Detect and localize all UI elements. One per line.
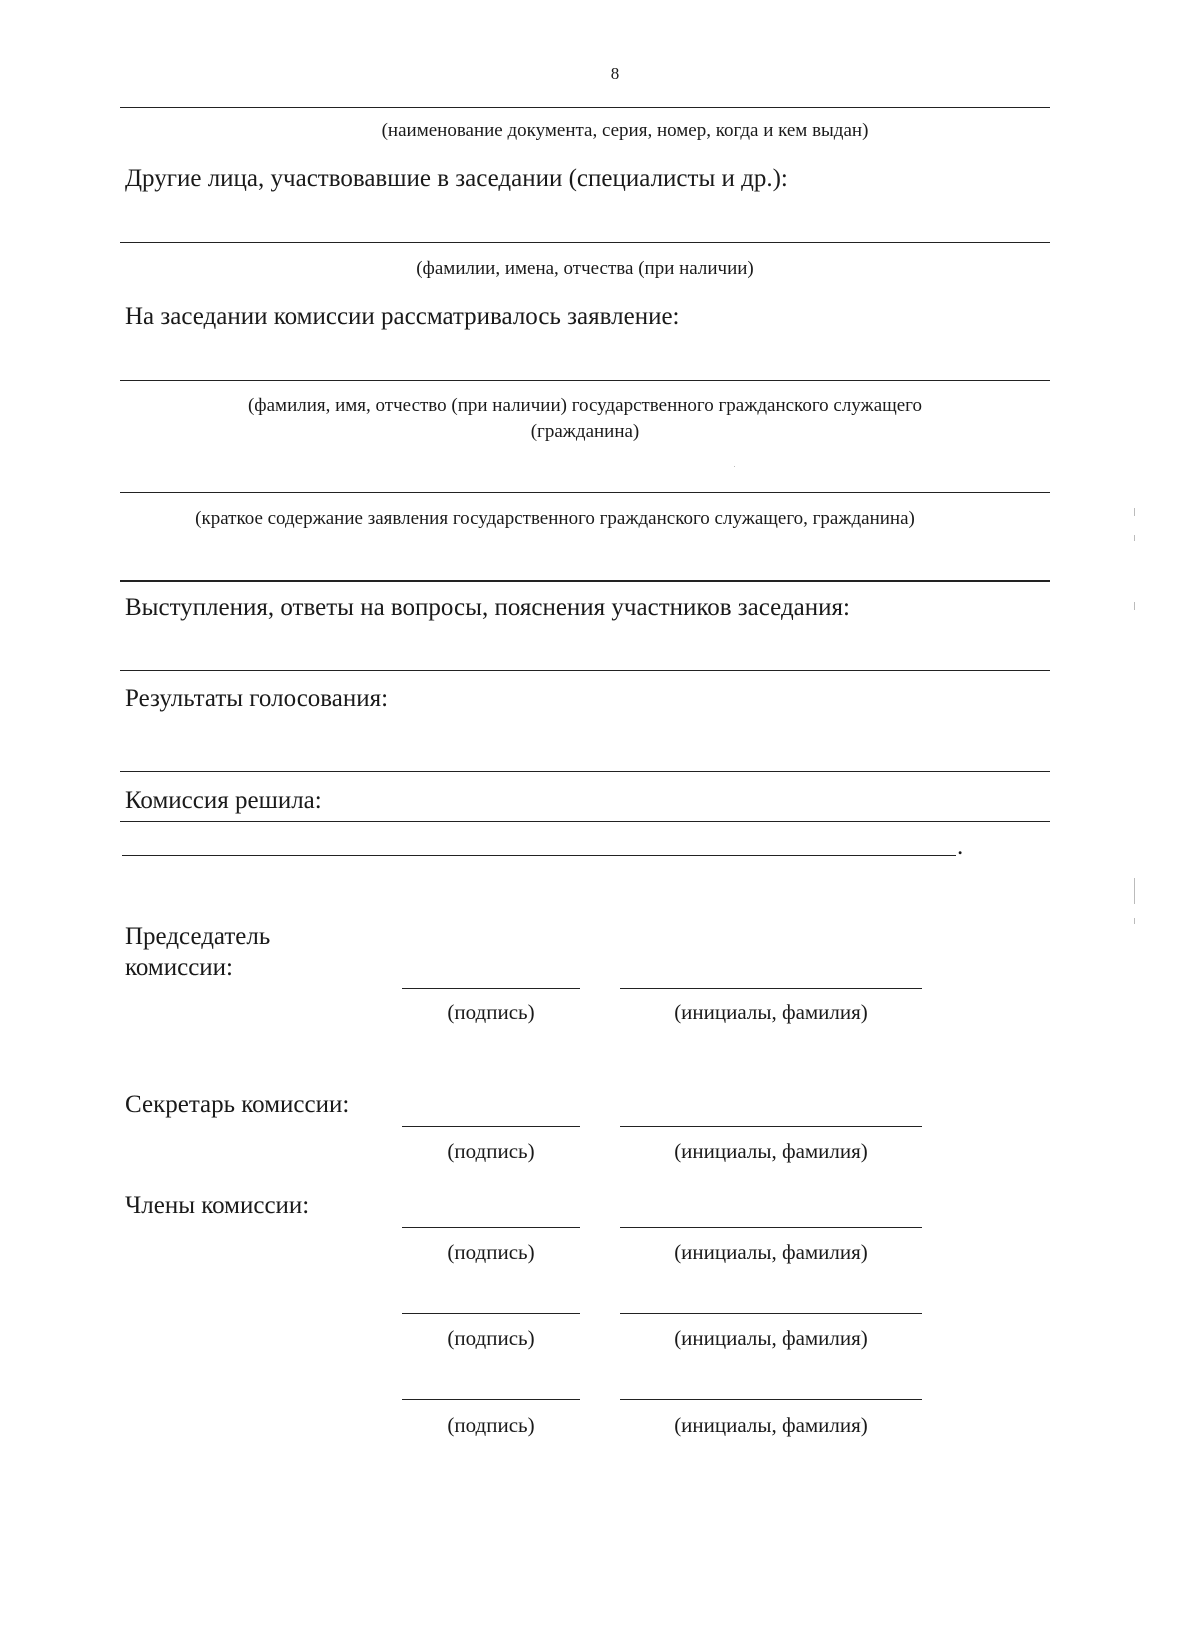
member-signature-label: (подпись) — [447, 1326, 535, 1350]
scan-speck — [1134, 508, 1135, 516]
secretary-signature-line[interactable] — [402, 1126, 580, 1127]
application-heading: На заседании комиссии рассматривалось заявление: — [125, 303, 680, 330]
voting-heading: Результаты голосования: — [125, 685, 389, 712]
secretary-name-label: (инициалы, фамилия) — [674, 1139, 868, 1163]
scan-speck — [1134, 535, 1135, 541]
summary-input-line[interactable] — [120, 492, 1050, 493]
scan-speck — [1134, 878, 1135, 904]
scan-speck — [734, 466, 735, 467]
voting-input-line[interactable] — [120, 771, 1050, 772]
chairman-signature-line[interactable] — [402, 988, 580, 989]
scan-speck — [1134, 602, 1135, 610]
member-name-label: (инициалы, фамилия) — [674, 1413, 868, 1437]
member-signature-line[interactable] — [402, 1313, 580, 1314]
document-input-line[interactable] — [120, 107, 1050, 108]
secretary-signature-label: (подпись) — [447, 1139, 535, 1163]
member-signature-line[interactable] — [402, 1399, 580, 1400]
member-name-label: (инициалы, фамилия) — [674, 1240, 868, 1264]
secretary-label: Секретарь комиссии: — [125, 1091, 350, 1118]
member-signature-line[interactable] — [402, 1227, 580, 1228]
secretary-name-line[interactable] — [620, 1126, 922, 1127]
others-caption: (фамилии, имена, отчества (при наличии) — [416, 258, 754, 279]
chairman-name-line[interactable] — [620, 988, 922, 989]
member-signature-label: (подпись) — [447, 1240, 535, 1264]
applicant-input-line[interactable] — [120, 380, 1050, 381]
page-number: 8 — [610, 64, 620, 83]
others-input-line[interactable] — [120, 242, 1050, 243]
chairman-label-line1: Председатель — [125, 923, 271, 950]
chairman-label-line2: комиссии: — [125, 954, 233, 981]
scan-speck — [1134, 918, 1135, 924]
summary-caption: (краткое содержание заявления государственного гражданского служащего, гражданина) — [195, 508, 915, 529]
member-name-label: (инициалы, фамилия) — [674, 1326, 868, 1350]
member-name-line[interactable] — [620, 1399, 922, 1400]
chairman-name-label: (инициалы, фамилия) — [674, 1000, 868, 1024]
speeches-heading: Выступления, ответы на вопросы, пояснения участников заседания: — [125, 594, 850, 621]
member-signature-label: (подпись) — [447, 1413, 535, 1437]
member-name-line[interactable] — [620, 1227, 922, 1228]
others-heading: Другие лица, участвовавшие в заседании (специалисты и др.): — [125, 165, 788, 192]
chairman-signature-label: (подпись) — [447, 1000, 535, 1024]
document-caption: (наименование документа, серия, номер, когда и кем выдан) — [381, 120, 869, 141]
decision-heading: Комиссия решила: — [125, 787, 322, 814]
speeches-input-line[interactable] — [120, 670, 1050, 671]
member-name-line[interactable] — [620, 1313, 922, 1314]
decision-input-line[interactable] — [120, 821, 1050, 822]
members-label: Члены комиссии: — [125, 1192, 310, 1219]
decision-end-period: . — [957, 833, 964, 860]
summary-input-line-2[interactable] — [120, 580, 1050, 582]
applicant-caption-line1: (фамилия, имя, отчество (при наличии) государственного гражданского служащего — [247, 395, 923, 416]
decision-input-line-2[interactable] — [122, 855, 956, 856]
applicant-caption-line2: (гражданина) — [530, 421, 640, 442]
